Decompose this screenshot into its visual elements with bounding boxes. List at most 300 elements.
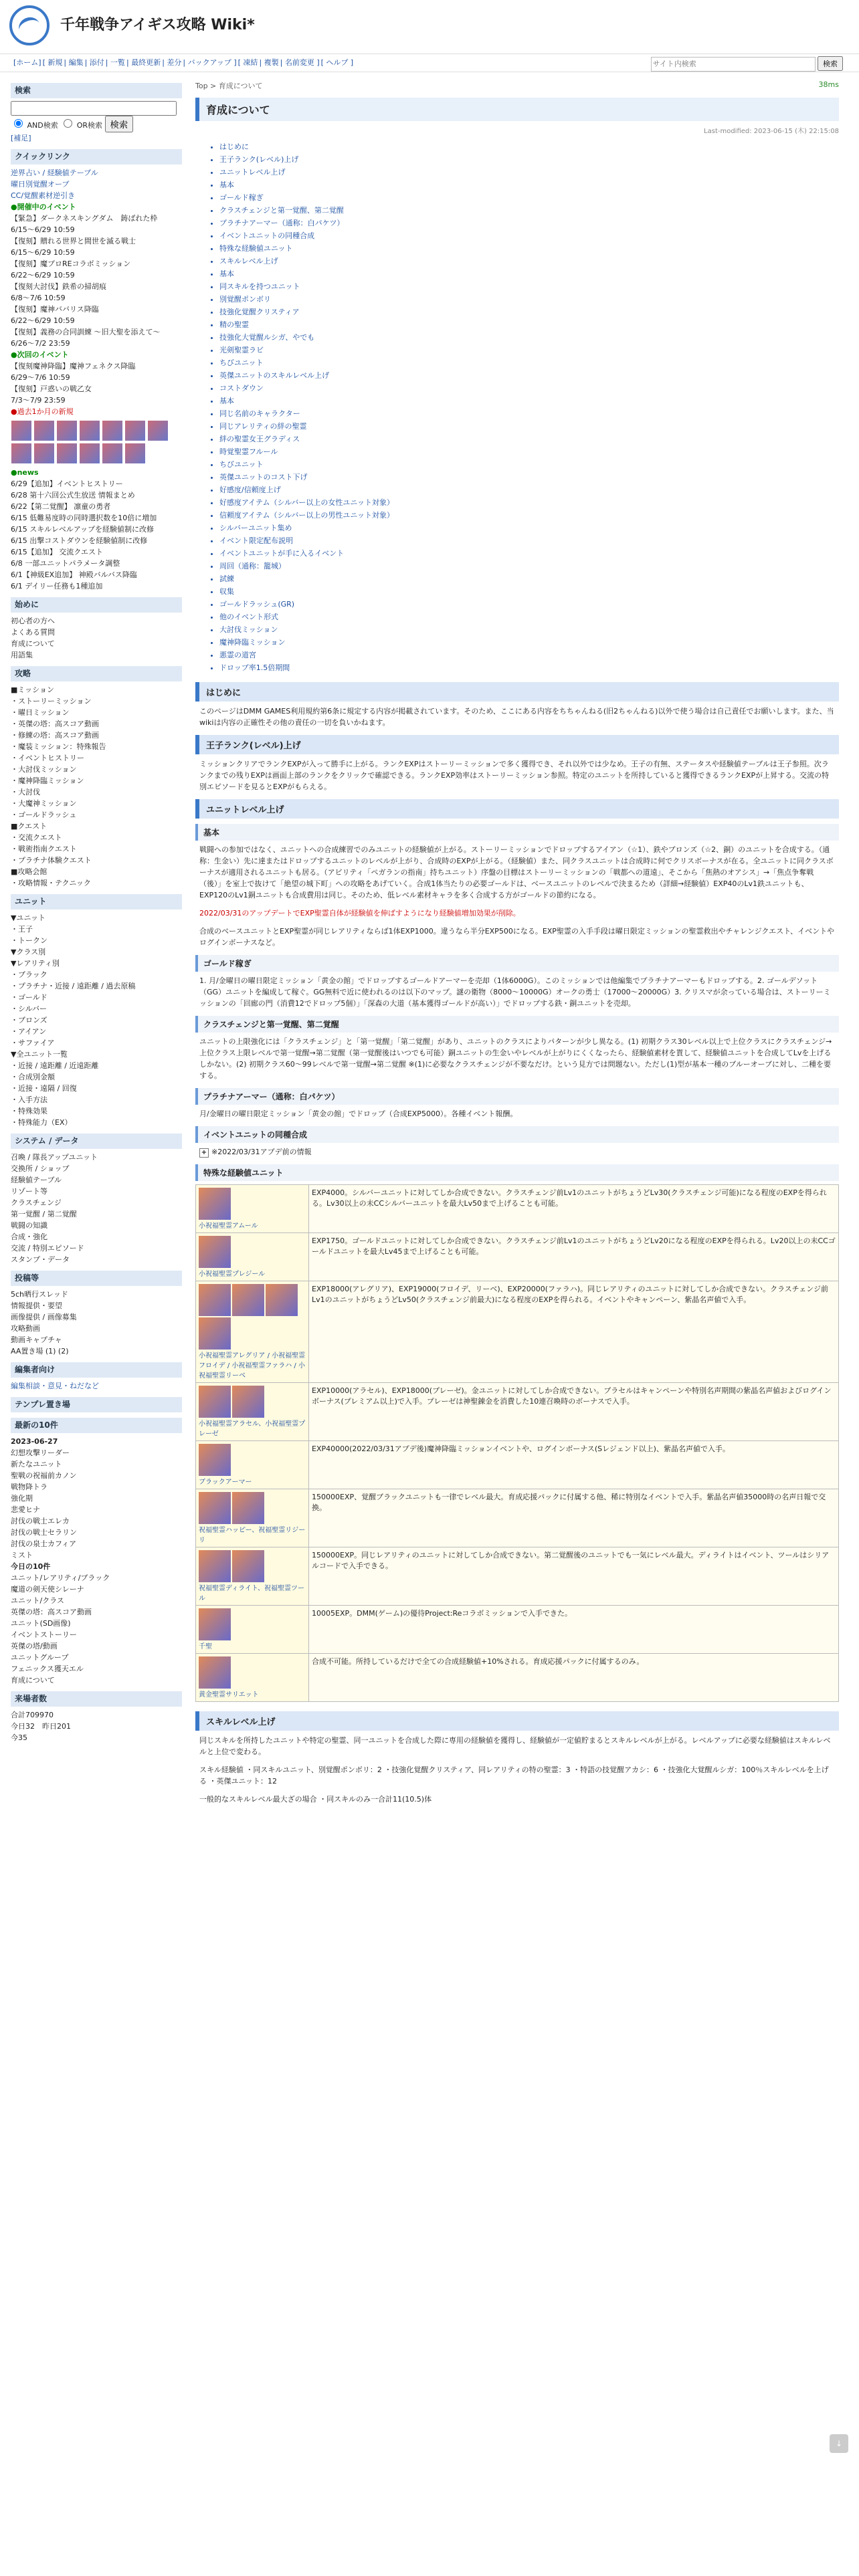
next-event-item[interactable]: 7/3～7/9 23:59 — [11, 396, 66, 405]
toc-item[interactable]: • スキルレベル上げ — [219, 255, 839, 267]
unit-image[interactable] — [232, 1386, 264, 1418]
event-item[interactable]: 【復刻】義務の合同訓練 ～旧大聖を添えて～ — [11, 328, 161, 336]
event-item[interactable]: 6/8～7/6 10:59 — [11, 294, 66, 302]
table-row — [196, 1383, 839, 1441]
begin-item[interactable]: 育成について — [11, 639, 55, 648]
skill-text: 同じスキルを所持したユニットや特定の聖霊、同一ユニットを合成した際に専用の経験値を獲得し、経験値が一定値貯まるとスキルレベルが上がる。レベルアップに必要な経験値はスキルレベルと上位で変わる。 — [199, 1736, 831, 1756]
unit-description: 合成不可能。所持しているだけで全ての合成経験値+10%される。育成応援パックに付属するのみ。 — [309, 1654, 839, 1702]
talk-item[interactable]: 画像提供 / 画像募集 — [11, 1313, 77, 1321]
strategy-item[interactable]: ・ストーリーミッション — [11, 697, 92, 706]
unit-cell — [196, 1441, 309, 1489]
unit-nav-item[interactable]: ・ブラック — [11, 970, 47, 979]
unit-images — [199, 1492, 306, 1524]
table-row — [196, 1654, 839, 1702]
unit-name[interactable]: 千聖 — [199, 1643, 212, 1650]
unit-nav-item[interactable]: ▼クラス別 — [11, 948, 46, 956]
toc-item[interactable]: • 好感度/信頼度上げ — [219, 484, 839, 496]
menu-recent[interactable]: | 最終更新 — [126, 58, 161, 67]
skill-more: 一般的なスキルレベル最大ざの場合 ・同スキルのみ一合計11(10.5)体 — [199, 1795, 432, 1804]
recent-today-item[interactable]: ユニット/クラス — [11, 1596, 64, 1605]
fold-toggle[interactable]: + ※2022/03/31アプデ前の情報 — [199, 1146, 835, 1158]
gold-text: 1. 月/金曜日の曜日限定ミッション「黄金の館」でドロップするゴールドアーマーを売却（1体6000G）。このミッションでは他編集でプラチナアーマーもドロップする。2. ゴールデソット（GG）ユニットを編成して稼ぐ。GG無料で近に使われるのは以下のマップ。謎の衛物（8000～10000G）オークの勇士（17000～20000G）3. クリスマが余っている場合は、ストーリーミッションの「回廊の門（消費12でドロップ5個）」「深森の大道（基本獲得ゴールドが高い）」でドロップする鉄・銅ユニットを売却。 — [199, 976, 831, 1008]
event-item[interactable]: 【復刻】魔プロREコラボミッション — [11, 259, 131, 268]
classchange-text: ユニットの上限強化には「クラスチェンジ」と「第一覚醒」「第二覚醒」があり、ユニットのクラスによりパターンが少し異なる。(1) 初期クラス30レベル以上で上位クラスにクラスチェンジ→上位クラス上限レベルで第一覚醒→第二覚醒（第一覚醒後はいつでも可能）銅ユニットの生金いやレベルが上がりにくくなったら、経験値素材を貰して、経験値ユニットを合成してLvを上げるしかない。(2) 初期クラス60～99レベルで第一覚醒→第二覚醒 ※(1)に必要なクラスチェンジが不要なだけ。という見方では問題ない。ただし(1)型が基本一種のブルーオーブに対し、二種を要する。 — [199, 1037, 832, 1080]
unit-nav-item[interactable]: ・ブロンズ — [11, 1016, 47, 1025]
unit-image[interactable] — [199, 1188, 231, 1220]
recent-title: 最新の10件 — [11, 1418, 182, 1433]
menu-home[interactable]: [ホーム] — [13, 58, 41, 67]
toc-item[interactable]: • ちびユニット — [219, 458, 839, 471]
unit-thumb[interactable] — [11, 420, 32, 441]
unit-nav-item[interactable]: ・近接・遠隔 / 回復 — [11, 1084, 77, 1093]
toc-item[interactable]: • 光剣聖霊ラビ — [219, 344, 839, 356]
table-row — [196, 1441, 839, 1489]
sidebar — [0, 72, 189, 1812]
quick-link-3[interactable]: CC/覚醒素材逆引き — [11, 191, 76, 200]
event-item[interactable]: 【緊急】ダークネスキングダム 鋳ばれた枠 — [11, 214, 158, 223]
strategy-item[interactable]: ・曜日ミッション — [11, 708, 70, 717]
unit-image[interactable] — [199, 1444, 231, 1476]
event-item[interactable]: 6/15～6/29 10:59 — [11, 248, 75, 257]
recent-item[interactable]: 新たなユニット — [11, 1460, 62, 1469]
unit-thumb[interactable] — [79, 443, 100, 464]
recent-today-item[interactable]: ユニット/レアリティ/ブラック — [11, 1574, 110, 1582]
next-event-item[interactable]: 6/29～7/6 10:59 — [11, 373, 70, 382]
system-list — [11, 1152, 182, 1265]
new-unit-thumbs — [11, 420, 182, 464]
unit-thumb[interactable] — [33, 443, 55, 464]
intro-text: このページはDMM GAMES利用規約第6条に規定する内容が掲載されています。そのため、ここにある内容をちちゃんねる(旧2ちゃんねる)以外で使う場合は自己責任でお願いします。また、当wikiは内容の正確性その他の責任の一切を負いかねます。 — [199, 707, 834, 727]
strategy-item[interactable]: ・プラチナ体験クエスト — [11, 856, 92, 865]
strategy-list — [11, 684, 182, 889]
recent-item[interactable]: 討伐の泉士カフィア — [11, 1539, 77, 1548]
strategy-item[interactable]: ・魔神降臨ミッション — [11, 776, 84, 785]
begin-item[interactable]: 用語集 — [11, 651, 33, 659]
recent-item[interactable]: 強化期 — [11, 1494, 33, 1503]
recent-item[interactable]: 幻想攻撃リーダー — [11, 1448, 70, 1457]
unit-name[interactable]: 小祝福聖霊アラセル、小祝福聖霊プレーゼ — [199, 1420, 306, 1438]
unit-nav-item[interactable]: ・アイアン — [11, 1027, 47, 1036]
toc-item[interactable]: • 好感度アイテム（シルバー以上の女性ユニット対象） — [219, 496, 839, 509]
unit-thumb[interactable] — [56, 443, 78, 464]
unit-thumb[interactable] — [147, 420, 169, 441]
next-event-title: ●次回のイベント — [11, 350, 69, 359]
unit-nav-item[interactable]: ・ゴールド — [11, 993, 47, 1002]
quick-link-1[interactable]: 逆界占い / 経験値テーブル — [11, 169, 98, 177]
unit-image[interactable] — [199, 1284, 231, 1316]
toc-item[interactable]: • 悪霊の道宮 — [219, 649, 839, 661]
top-search — [651, 56, 844, 73]
exp-unit-table — [195, 1184, 839, 1702]
news-item[interactable]: 6/28 第十六回公式生放送 情報まとめ — [11, 491, 135, 500]
menu-diff[interactable]: | 差分 — [162, 58, 182, 67]
talk-item[interactable]: 動画キャプチャ — [11, 1335, 62, 1344]
subsection-platinum: プラチナアーマー（通称：白パケツ） — [195, 1088, 839, 1105]
platinum-text: 月/金曜日の曜日限定ミッション「黄金の館」でドロップ（合成EXP5000）。各種イベント報酬。 — [199, 1109, 518, 1118]
toc-item[interactable]: • 試練 — [219, 572, 839, 585]
system-item[interactable]: 交換所 / ショップ — [11, 1164, 70, 1173]
begin-item[interactable]: 初心者の方へ — [11, 617, 55, 625]
unit-cell — [196, 1489, 309, 1547]
unit-nav-item[interactable]: ・合成別金額 — [11, 1073, 55, 1081]
event-item[interactable]: 6/22～6/29 10:59 — [11, 271, 75, 280]
unit-thumb[interactable] — [124, 420, 146, 441]
unit-nav-item[interactable]: ・シルバー — [11, 1004, 47, 1013]
or-radio[interactable]: OR検索 — [60, 121, 102, 130]
toc-item[interactable]: • 大討伐ミッション — [219, 623, 839, 636]
news-list — [11, 478, 182, 592]
strategy-item[interactable]: ・交流クエスト — [11, 833, 62, 842]
skill-list: スキル経験値 ・同スキルユニット、別覚醒ポンボリ：2 ・技強化覚醒クリスティア、同レアリティの特の聖霊：3 ・特語の技覚醒アカシ：6 ・技強化大覚醒ルシガ：100％スキルレベルを上げる ・英傑ユニット：12 — [199, 1765, 829, 1786]
recent-today-item[interactable]: イベントストーリー — [11, 1630, 77, 1639]
recent-today-item[interactable]: ユニット(SD画像) — [11, 1619, 71, 1628]
toc-item[interactable]: • 基本 — [219, 179, 839, 191]
system-item[interactable]: 交流 / 特別エピソード — [11, 1244, 84, 1253]
menu-copy[interactable]: | 複製 — [259, 58, 279, 67]
system-item[interactable]: 戦闘の知識 — [11, 1221, 47, 1230]
subsection-gold: ゴールド稼ぎ — [195, 955, 839, 972]
breadcrumb — [195, 78, 839, 94]
recent-item[interactable]: 悲愛ヒナ — [11, 1505, 40, 1514]
event-item[interactable]: 6/26～7/2 23:59 — [11, 339, 70, 348]
unit-images — [199, 1236, 306, 1268]
toc-item[interactable]: • 同じアレリティの絆の聖霊 — [219, 420, 839, 433]
unit-name[interactable]: 祝福聖霊ディライト、祝福聖霊ツール — [199, 1585, 304, 1602]
unit-cell — [196, 1233, 309, 1281]
toc-item[interactable]: • 時覚聖霊フルール — [219, 445, 839, 458]
unit-name[interactable]: 祝福聖霊ハッピー、祝福聖霊リジーリ — [199, 1527, 306, 1544]
menu-list[interactable]: | 一覧 — [105, 58, 125, 67]
update-note: 2022/03/31のアップデートでEXP聖霊自体が経験値を伸ばすようになり経験値増加効果が削除。 — [199, 909, 520, 918]
next-event-list — [11, 360, 182, 406]
section-unit-level: ユニットレベル上げ — [195, 799, 839, 819]
unit-description: EXP40000(2022/03/31アプデ後)魔神降臨ミッションイベントや、ログインボーナス(Sレジェンド以上)、紫晶名声値で入手。 — [309, 1441, 839, 1489]
toc-item[interactable]: • 収集 — [219, 585, 839, 598]
news-title: ●news — [11, 468, 39, 477]
toc-item[interactable]: • 同じ名前のキャラクター — [219, 407, 839, 420]
toc-item[interactable]: • プラチナアーマー（通称：白パケツ） — [219, 217, 839, 229]
unit-nav-item[interactable]: ・プラチナ・近接 / 遠距離 / 過去原稿 — [11, 982, 136, 990]
unit-thumb[interactable] — [124, 443, 146, 464]
top-search-input[interactable] — [651, 57, 816, 72]
event-item[interactable]: 6/22～6/29 10:59 — [11, 316, 75, 325]
toc-item[interactable]: • 技強化覚醒クリスティア — [219, 306, 839, 318]
unit-nav-item[interactable]: ▼全ユニット一覧 — [11, 1050, 68, 1059]
unit-image[interactable] — [199, 1656, 231, 1689]
strategy-item[interactable]: ・攻略情報・テクニック — [11, 879, 91, 887]
unit-nav-item[interactable]: ▼レアリティ別 — [11, 959, 60, 968]
last-modified: Last-modified: 2023-06-15 (木) 22:15:08 — [704, 128, 839, 135]
system-item[interactable]: クラスチェンジ — [11, 1198, 62, 1207]
recent-today-item[interactable]: フェニックス獲天エル — [11, 1665, 84, 1673]
unit-description: EXP1750。ゴールドユニットに対してしか合成できない。クラスチェンジ前Lv1のユニットがちょうどLv20になる程度のEXPを得られる。Lv20以上の未CCゴールドユニットを最大Lv45まで上げることも可能。 — [309, 1233, 839, 1281]
toc-item[interactable]: • 別覚醒ポンボリ — [219, 293, 839, 306]
recent-date-1: 2023-06-27 — [11, 1437, 58, 1446]
site-title[interactable]: 千年戦争アイギス攻略 Wiki* — [60, 17, 255, 33]
unit-images — [199, 1550, 306, 1582]
side-search-button[interactable]: 検索 — [105, 116, 134, 132]
unit-description: EXP10000(アラセル)、EXP18000(プレーゼ)。金ユニットに対してしか合成できない。プラセルはキャンペーンや特別名声期間の紫晶名声値およびログインボーナス(プレミアム以上)で入手。プレーゼは神聖錬金を消費した10連召喚時のボーナスで入手。 — [309, 1383, 839, 1441]
top-menu — [0, 54, 859, 72]
basic-text: 戦闘への参加ではなく、ユニットへの合成練習でのみユニットの経験値が上がる。ストーリーミッションでドロップするアイアン（☆1）、鉄やブロンズ（☆2、銅）のユニットを合成する。（通称：生金い）先に達またはドロップするユニットのレベルが上がり、合成時のEXPが上がる。（経験値）また、同クラスユニットは合成時に何でクリスボーナスが在る。全ユニットに同クラスボーナスが適用されるユニットも居る。（アビリティ「ペガランの指南」持ちユニット）序盤の目標はストーリーミッションの「戦都への道遠」、そこから「焦熱のオアシス」→「焦点争奪戦（後）」を室上で抜けて「絶望の城下町」への攻略をあげていく。合成1体当たりの必要ゴールドは、ベースユニットのレベルで決まるため（詳細→経験値）EXP40のLv1鉄ユニットも、EXP120のLv1銅ユニットも合成費用は同じ。そのため、低レベル素材キャラを多く合成する方がゴールドの節約になる。 — [199, 845, 834, 899]
unit-title: ユニット — [11, 894, 182, 909]
talk-item[interactable]: 5ch晒行スレッド — [11, 1290, 68, 1299]
begin-item[interactable]: よくある質問 — [11, 628, 55, 637]
table-row — [196, 1233, 839, 1281]
strategy-item[interactable]: ■攻略会館 — [11, 867, 47, 876]
unit-description: EXP18000(アレグリア)、EXP19000(フロイデ、リーベ)、EXP20000(ファラハ)。同じレアリティのユニットに対してしか合成できない。クラスチェンジ前Lv1のユニットがちょうどLv50(クラスチェンジ前最大)になる程度のEXPを得られる。イベントやキャンペーン、紫晶名声値で入手。 — [309, 1281, 839, 1383]
menu-new[interactable]: [ 新規 — [42, 58, 63, 67]
unit-description: 10005EXP。DMM(ゲーム)の優待Project:Reコラボミッションで入手できた。 — [309, 1606, 839, 1654]
sidebar-search-title: 検索 — [11, 83, 182, 98]
system-item[interactable]: リゾート等 — [11, 1187, 47, 1196]
talk-list — [11, 1289, 182, 1357]
unit-image[interactable] — [199, 1386, 231, 1418]
unit-thumb[interactable] — [102, 443, 123, 464]
unit-cell — [196, 1185, 309, 1233]
strategy-item[interactable]: ・大魔神ミッション — [11, 799, 77, 808]
toc-item[interactable]: • 基本 — [219, 395, 839, 407]
menu-freeze[interactable]: [ 凍結 — [237, 58, 258, 67]
toc-item[interactable]: • 英傑ユニットのコスト下げ — [219, 471, 839, 484]
strategy-item[interactable]: ・ゴールドラッシュ — [11, 811, 77, 819]
toc-item[interactable]: • ちびユニット — [219, 356, 839, 369]
breadcrumb-text[interactable]: Top > 育成について — [195, 82, 263, 90]
unit-image[interactable] — [232, 1284, 264, 1316]
event-item[interactable]: 【復刻】贈れる世界と間世を滅る戦士 — [11, 237, 136, 245]
unit-image[interactable] — [232, 1492, 264, 1524]
strategy-item[interactable]: ■クエスト — [11, 822, 47, 831]
unit-nav-item[interactable]: ▼ユニット — [11, 914, 46, 922]
top-search-button[interactable]: 検索 — [818, 56, 843, 71]
recent-today-item[interactable]: 英傑の塔/動画 — [11, 1642, 58, 1650]
counter-now: 今35 — [11, 1733, 27, 1742]
begin-list — [11, 615, 182, 661]
unit-thumb[interactable] — [33, 420, 55, 441]
recent-item[interactable]: 聖戦の祝福前カノン — [11, 1471, 77, 1480]
strategy-title: 攻略 — [11, 666, 182, 681]
counter-title: 来場者数 — [11, 1691, 182, 1707]
main-content — [189, 72, 859, 1812]
toc-item[interactable]: • 絆の聖霊女王グラディス — [219, 433, 839, 445]
unit-cell — [196, 1383, 309, 1441]
unit-image[interactable] — [266, 1284, 298, 1316]
toc-item[interactable]: • 技強化大覚醒ルシガ、やでも — [219, 331, 839, 344]
quick-title: クイックリンク — [11, 149, 182, 165]
table-row — [196, 1281, 839, 1383]
toc-item[interactable]: • 周回（通称：籠城） — [219, 560, 839, 572]
strategy-item[interactable]: ・大討伐ミッション — [11, 765, 77, 774]
strategy-item[interactable]: ・修練の塔：高スコア動画 — [11, 731, 99, 740]
counter-today: 今日32 昨日201 — [11, 1722, 71, 1731]
menu-rename[interactable]: | 名前変更 ] — [280, 58, 320, 67]
unit-image[interactable] — [232, 1550, 264, 1582]
unit-images — [199, 1656, 306, 1689]
system-title: システム / データ — [11, 1134, 182, 1149]
system-item[interactable]: 経験値テーブル — [11, 1176, 62, 1184]
system-item[interactable]: スタンプ・データ — [11, 1255, 70, 1264]
strategy-item[interactable]: ・魔装ミッション：特殊報告 — [11, 742, 106, 751]
news-item[interactable]: 6/1 デイリー任務も1種追加 — [11, 582, 103, 591]
recent-today-item[interactable]: 英傑の塔：高スコア動画 — [11, 1608, 92, 1616]
site-header — [0, 0, 859, 54]
news-item[interactable]: 6/15 出撃コストダウンを経験値制に改修 — [11, 536, 148, 545]
toc-item[interactable]: • 信頼度アイテム（シルバー以上の男性ユニット対象） — [219, 509, 839, 522]
unit-thumb[interactable] — [11, 443, 32, 464]
begin-title: 始めに — [11, 597, 182, 613]
unit-cell — [196, 1281, 309, 1383]
table-of-contents — [195, 140, 839, 674]
toc-item[interactable]: • イベントユニットの同種合成 — [219, 229, 839, 242]
toc-item[interactable]: • 精の聖霊 — [219, 318, 839, 331]
strategy-item[interactable]: ・戦術指南クエスト — [11, 845, 77, 853]
recent-today-item[interactable]: 魔道の剣天使シレーナ — [11, 1585, 84, 1594]
event-item[interactable]: 6/15～6/29 10:59 — [11, 225, 75, 234]
news-item[interactable]: 6/8 一部ユニットパラメータ調整 — [11, 559, 120, 568]
unit-thumb[interactable] — [102, 420, 123, 441]
toc-item[interactable]: • 同スキルを持つユニット — [219, 280, 839, 293]
toc-item[interactable]: • 魔神降臨ミッション — [219, 636, 839, 649]
unit-nav-item[interactable]: ・特殊能力（EX） — [11, 1118, 72, 1127]
recent-today-item[interactable]: ユニットグループ — [11, 1653, 69, 1662]
next-event-item[interactable]: 【復刻魔神降臨】魔神フェネクス降臨 — [11, 362, 136, 370]
talk-item[interactable]: 情報提供・要望 — [11, 1301, 62, 1310]
quick-link-2[interactable]: 曜日別覚醒オーブ — [11, 180, 70, 189]
edit-title: 編集者向け — [11, 1362, 182, 1378]
toc-item[interactable]: • はじめに — [219, 140, 839, 153]
unit-images — [199, 1444, 306, 1476]
unit-image[interactable] — [199, 1550, 231, 1582]
side-search-input[interactable] — [11, 101, 177, 116]
toc-item[interactable]: • シルバーユニット集め — [219, 522, 839, 534]
unit-nav-item[interactable]: ・入手方法 — [11, 1095, 47, 1104]
news-item[interactable]: 6/15 スキルレベルアップを経験値制に改修 — [11, 525, 155, 534]
unit-images — [199, 1188, 306, 1220]
toc-item[interactable]: • ゴールドラッシュ(GR) — [219, 598, 839, 611]
rank-text: ミッションクリアでランクEXPが入って勝手に上がる。ランクEXPはストーリーミッションで多く獲得でき、それ以外では少なめ。王子の有無、ステータスや経験値テーブルは王子参照。次ランクまでの残りEXPは画面上部のランクをクリックで確認できる。ランクEXP効率はストーリーミッション参照。特定のユニットを所持していると獲得できるランクEXPが上昇する。交流の特別エピソードを見るとEXPがもらえる。 — [199, 760, 830, 791]
toc-item[interactable]: • ドロップ率1.5倍期間 — [219, 661, 839, 674]
template-title[interactable]: テンプレ置き場 — [11, 1397, 182, 1412]
unit-nav-item[interactable]: ・トークン — [11, 936, 47, 945]
subsection-special-exp: 特殊な経験値ユニット — [195, 1164, 839, 1181]
news-item[interactable]: 6/15【追加】 交流クエスト — [11, 548, 103, 556]
toc-item[interactable]: • 基本 — [219, 267, 839, 280]
recent-item[interactable]: 戦物降トラ — [11, 1483, 47, 1491]
talk-item[interactable]: AA置き場 (1) (2) — [11, 1347, 69, 1356]
menu-edit[interactable]: | 編集 — [64, 58, 84, 67]
recent-today-item[interactable]: 育成について — [11, 1676, 55, 1685]
section-rank: 王子ランク(レベル)上げ — [195, 735, 839, 754]
toc-item[interactable]: • イベント限定配布説明 — [219, 534, 839, 547]
unit-nav-item[interactable]: ・王子 — [11, 925, 33, 934]
toc-item[interactable]: • コストダウン — [219, 382, 839, 395]
recent-list-1 — [11, 1447, 182, 1561]
unit-list — [11, 912, 182, 1128]
unit-cell — [196, 1654, 309, 1702]
unit-thumb[interactable] — [56, 420, 78, 441]
unit-nav-item[interactable]: ・近接 / 遠距離 / 近遠距離 — [11, 1061, 99, 1070]
toc-item[interactable]: • ゴールド稼ぎ — [219, 191, 839, 204]
next-event-item[interactable]: 【復刻】戸惑いの戦乙女 — [11, 385, 92, 393]
plus-icon[interactable]: + — [199, 1148, 209, 1158]
system-item[interactable]: 合成・強化 — [11, 1232, 47, 1241]
table-row — [196, 1185, 839, 1233]
help-link[interactable]: [補足] — [11, 134, 31, 142]
unit-description: 150000EXP。同じレアリティのユニットに対してしか合成できない。第二覚醒後のユニットでも一気にレベル最大。ディライトはイベント、ツールはシリアルコードで入手できる。 — [309, 1547, 839, 1606]
talk-item[interactable]: 攻略動画 — [11, 1324, 40, 1333]
scroll-down-icon[interactable]: ↓ — [830, 2434, 848, 2453]
unit-name[interactable]: 小祝福聖霊アレグリア / 小祝福聖霊フロイデ / 小祝福聖霊ファラハ / 小祝福聖霊リーベ — [199, 1352, 306, 1380]
recent-date-2: 今日の10件 — [11, 1562, 51, 1571]
new-units-title: ●過去1か月の新規 — [11, 407, 74, 416]
unit-images — [199, 1386, 306, 1418]
unit-image[interactable] — [199, 1608, 231, 1640]
strategy-item[interactable]: ・イベントヒストリー — [11, 754, 84, 762]
recent-item[interactable]: ミスト — [11, 1551, 33, 1560]
event-item[interactable]: 【復刻大討伐】鉄希の掃胡痕 — [11, 282, 106, 291]
news-item[interactable]: 6/29【追加】イベントヒストリー — [11, 479, 123, 488]
recent-list-2 — [11, 1572, 182, 1686]
unit-name[interactable]: ブラックアーマー — [199, 1479, 252, 1486]
system-item[interactable]: 召喚 / 隊長アップユニット — [11, 1153, 98, 1162]
unit-image[interactable] — [199, 1236, 231, 1268]
unit-image[interactable] — [199, 1492, 231, 1524]
page-title: 育成について — [195, 98, 839, 121]
toc-item[interactable]: • イベントユニットが手に入るイベント — [219, 547, 839, 560]
recent-item[interactable]: 討伐の戦士セラリン — [11, 1528, 77, 1537]
menu-backup[interactable]: | バックアップ ] — [183, 58, 237, 67]
news-item[interactable]: 6/15 低難易度時の同時選択数を10倍に増加 — [11, 514, 157, 522]
unit-thumb[interactable] — [79, 420, 100, 441]
unit-name[interactable]: 黄金聖霊サリエット — [199, 1691, 259, 1699]
toc-item[interactable]: • クラスチェンジと第一覚醒、第二覚醒 — [219, 204, 839, 217]
unit-nav-item[interactable]: ・サファイア — [11, 1039, 55, 1047]
toc-item[interactable]: • 他のイベント形式 — [219, 611, 839, 623]
unit-nav-item[interactable]: ・特殊効果 — [11, 1107, 47, 1115]
unit-image[interactable] — [199, 1317, 231, 1350]
toc-item[interactable]: • 英傑ユニットのスキルレベル上げ — [219, 369, 839, 382]
toc-item[interactable]: • ユニットレベル上げ — [219, 166, 839, 179]
news-item[interactable]: 6/22【第二覚醒】 凛童の勇者 — [11, 502, 111, 511]
edit-link[interactable]: 編集相談・意見・ねだなど — [11, 1382, 99, 1390]
system-item[interactable]: 第一覚醒 / 第二覚醒 — [11, 1210, 77, 1218]
unit-images — [199, 1284, 306, 1350]
table-row — [196, 1489, 839, 1547]
unit-name[interactable]: 小祝福聖霊アムール — [199, 1222, 258, 1230]
unit-images — [199, 1608, 306, 1640]
table-row — [196, 1606, 839, 1654]
strategy-item[interactable]: ■ミッション — [11, 685, 54, 694]
toc-item[interactable]: • 特殊な経験値ユニット — [219, 242, 839, 255]
recent-item[interactable]: 討伐の戦士エレカ — [11, 1517, 70, 1525]
section-skill-level: スキルレベル上げ — [195, 1711, 839, 1731]
event-item[interactable]: 【復刻】魔神ババリス降臨 — [11, 305, 99, 314]
talk-title: 投稿等 — [11, 1271, 182, 1286]
menu-help[interactable]: [ ヘルプ ] — [320, 58, 354, 67]
unit-name[interactable]: 小祝福聖霊プレジール — [199, 1271, 266, 1278]
strategy-item[interactable]: ・大討伐 — [11, 788, 40, 796]
menu-attach[interactable]: | 添付 — [84, 58, 104, 67]
subsection-event-merge: イベントユニットの同種合成 — [195, 1126, 839, 1143]
basic-text-2: 合成のベースユニットとEXP聖霊が同じレアリティならば1体EXP1000。違うなら半分EXP500になる。EXP聖霊の入手手段は曜日限定ミッションの聖霊救出やチャレンジクエスト、イベントやログインボーナスなど。 — [199, 927, 835, 947]
table-row — [196, 1547, 839, 1606]
strategy-item[interactable]: ・英傑の塔：高スコア動画 — [11, 720, 99, 728]
and-radio[interactable]: AND検索 — [11, 121, 58, 130]
toc-item[interactable]: • 王子ランク(レベル)上げ — [219, 153, 839, 166]
subsection-basic: 基本 — [195, 824, 839, 841]
news-item[interactable]: 6/1【神級EX追加】 神殿バルバス降臨 — [11, 570, 137, 579]
site-logo-icon[interactable] — [9, 5, 50, 45]
